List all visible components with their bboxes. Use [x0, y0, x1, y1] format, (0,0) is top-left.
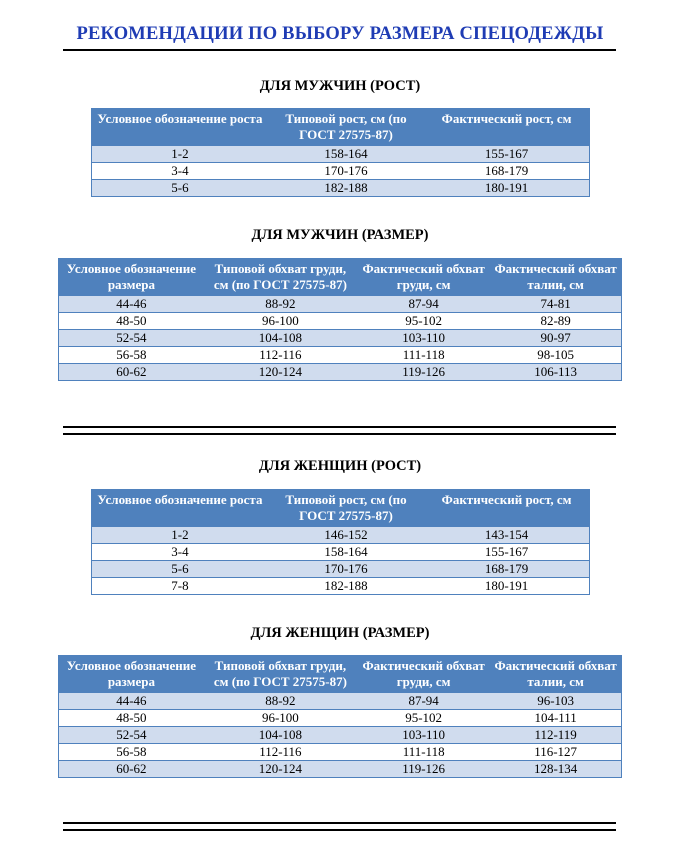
table-cell: 95-102: [357, 710, 490, 727]
table-cell: 146-152: [268, 527, 424, 544]
table-cell: 104-108: [204, 727, 357, 744]
table-row: [92, 146, 590, 163]
table-cell: 3-4: [92, 544, 268, 561]
table-cell: 48-50: [59, 710, 204, 727]
column-header: Условное обозначение роста: [92, 109, 268, 146]
table-cell: 96-103: [490, 693, 621, 710]
table-cell: 112-116: [204, 744, 357, 761]
table-cell: 98-105: [490, 347, 621, 364]
table-cell: 103-110: [357, 330, 490, 347]
table-cell: 111-118: [357, 347, 490, 364]
men-size-heading: ДЛЯ МУЖЧИН (РАЗМЕР): [251, 227, 429, 243]
column-header: Фактический обхват талии, см: [490, 656, 621, 693]
table-cell: 112-119: [490, 727, 621, 744]
title-underline: [63, 49, 616, 51]
table-cell: 48-50: [59, 313, 204, 330]
women-height-table: [91, 489, 590, 595]
women-size-table: [58, 655, 622, 778]
table-cell: 52-54: [59, 727, 204, 744]
table-cell: 90-97: [490, 330, 621, 347]
column-header: Типовой рост, см (по ГОСТ 27575-87): [268, 490, 424, 527]
table-cell: 155-167: [424, 146, 589, 163]
column-header: Фактический рост, см: [424, 490, 589, 527]
table-row: [92, 561, 590, 578]
table-row: [59, 296, 622, 313]
table-cell: 106-113: [490, 364, 621, 381]
table-cell: 74-81: [490, 296, 621, 313]
women-size-heading: ДЛЯ ЖЕНЩИН (РАЗМЕР): [250, 625, 430, 641]
table-cell: 128-134: [490, 761, 621, 778]
table-row: [59, 313, 622, 330]
table-cell: 120-124: [204, 761, 357, 778]
table-cell: 82-89: [490, 313, 621, 330]
men-height-table: [91, 108, 590, 197]
table-cell: 60-62: [59, 761, 204, 778]
table-cell: 112-116: [204, 347, 357, 364]
table-cell: 88-92: [204, 296, 357, 313]
table-row: [92, 180, 590, 197]
table-cell: 87-94: [357, 296, 490, 313]
table-cell: 1-2: [92, 146, 268, 163]
table-row: [59, 693, 622, 710]
table-cell: 104-111: [490, 710, 621, 727]
column-header: Типовой рост, см (по ГОСТ 27575-87): [268, 109, 424, 146]
table-cell: 52-54: [59, 330, 204, 347]
women-height-heading: ДЛЯ ЖЕНЩИН (РОСТ): [258, 458, 422, 474]
table-row: [59, 330, 622, 347]
table-cell: 116-127: [490, 744, 621, 761]
table-cell: 119-126: [357, 364, 490, 381]
table-row: [59, 347, 622, 364]
table-cell: 56-58: [59, 744, 204, 761]
table-header-row: [59, 656, 622, 693]
table-cell: 170-176: [268, 561, 424, 578]
section-divider: [63, 426, 616, 435]
column-header: Фактический рост, см: [424, 109, 589, 146]
men-size-table: [58, 258, 622, 381]
column-header: Условное обозначение размера: [59, 259, 204, 296]
table-cell: 5-6: [92, 180, 268, 197]
table-header-row: [92, 490, 590, 527]
table-cell: 103-110: [357, 727, 490, 744]
table-cell: 119-126: [357, 761, 490, 778]
column-header: Фактический обхват груди, см: [357, 656, 490, 693]
table-row: [59, 364, 622, 381]
page-title: РЕКОМЕНДАЦИИ ПО ВЫБОРУ РАЗМЕРА СПЕЦОДЕЖДЫ: [76, 24, 604, 44]
column-header: Фактический обхват груди, см: [357, 259, 490, 296]
table-row: [59, 727, 622, 744]
table-cell: 143-154: [424, 527, 589, 544]
table-cell: 7-8: [92, 578, 268, 595]
table-row: [59, 710, 622, 727]
table-cell: 1-2: [92, 527, 268, 544]
table-cell: 182-188: [268, 180, 424, 197]
table-cell: 158-164: [268, 544, 424, 561]
column-header: Типовой обхват груди, см (по ГОСТ 27575-87): [204, 656, 357, 693]
table-cell: 96-100: [204, 313, 357, 330]
table-cell: 168-179: [424, 163, 589, 180]
table-cell: 3-4: [92, 163, 268, 180]
table-row: [92, 578, 590, 595]
table-cell: 111-118: [357, 744, 490, 761]
column-header: Типовой обхват груди, см (по ГОСТ 27575-87): [204, 259, 357, 296]
table-row: [92, 527, 590, 544]
table-cell: 44-46: [59, 296, 204, 313]
table-cell: 60-62: [59, 364, 204, 381]
table-cell: 56-58: [59, 347, 204, 364]
table-cell: 87-94: [357, 693, 490, 710]
table-cell: 170-176: [268, 163, 424, 180]
table-cell: 155-167: [424, 544, 589, 561]
table-cell: 158-164: [268, 146, 424, 163]
table-cell: 104-108: [204, 330, 357, 347]
table-cell: 180-191: [424, 180, 589, 197]
table-cell: 95-102: [357, 313, 490, 330]
table-header-row: [92, 109, 590, 146]
table-cell: 88-92: [204, 693, 357, 710]
table-row: [92, 544, 590, 561]
table-cell: 5-6: [92, 561, 268, 578]
table-header-row: [59, 259, 622, 296]
column-header: Фактический обхват талии, см: [490, 259, 621, 296]
table-row: [92, 163, 590, 180]
table-row: [59, 761, 622, 778]
table-cell: 182-188: [268, 578, 424, 595]
table-cell: 180-191: [424, 578, 589, 595]
table-cell: 44-46: [59, 693, 204, 710]
table-row: [59, 744, 622, 761]
bottom-divider: [63, 822, 616, 831]
column-header: Условное обозначение размера: [59, 656, 204, 693]
column-header: Условное обозначение роста: [92, 490, 268, 527]
table-cell: 96-100: [204, 710, 357, 727]
men-height-heading: ДЛЯ МУЖЧИН (РОСТ): [259, 78, 421, 94]
table-cell: 168-179: [424, 561, 589, 578]
table-cell: 120-124: [204, 364, 357, 381]
